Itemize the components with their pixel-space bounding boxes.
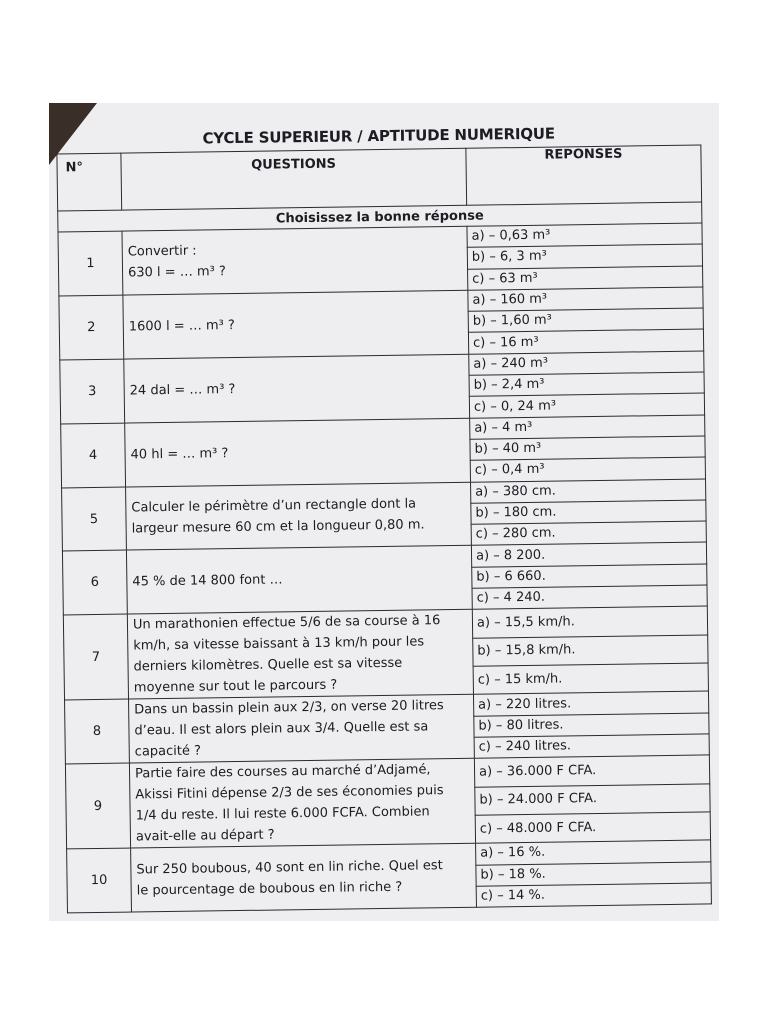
question-number: 4 <box>61 423 126 488</box>
question-line: derniers kilomètres. Quelle est sa vitesse <box>133 656 403 675</box>
question-line: Calculer le périmètre d’un rectangle dont la <box>131 496 417 516</box>
question-line: moyenne sur tout le parcours ? <box>133 677 338 696</box>
question-line: 45 % de 14 800 font … <box>132 572 283 590</box>
question-line: d’eau. Il est alors plein aux 3/4. Quelle est sa <box>134 719 429 739</box>
question-text <box>126 546 472 615</box>
question-text <box>122 226 468 295</box>
answer-option: a) – 160 m³ <box>468 287 703 312</box>
answer-option: c) – 4 240. <box>472 585 707 610</box>
answer-option: b) – 6, 3 m³ <box>467 244 702 269</box>
answer-option: b) – 1,60 m³ <box>468 308 703 333</box>
question-text <box>126 482 472 551</box>
photographed-sheet <box>49 103 719 921</box>
answer-option: c) – 63 m³ <box>468 266 703 291</box>
answer-option: a) – 220 litres. <box>473 691 708 716</box>
answer-option: b) – 24.000 F CFA. <box>475 784 710 816</box>
question-text <box>131 844 477 913</box>
question-line: Dans un bassin plein aux 2/3, on verse 20 litres <box>134 698 444 718</box>
question-number: 1 <box>58 231 123 296</box>
answer-option: a) – 380 cm. <box>471 479 706 504</box>
question-line: Un marathonien effectue 5/6 de sa course à 16 <box>132 613 441 633</box>
answer-option: c) – 240 litres. <box>474 734 709 759</box>
question-line: Sur 250 boubous, 40 sont en lin riche. Quel est <box>136 857 443 878</box>
question-number: 10 <box>67 848 132 913</box>
question-line: le pourcentage de boubous en lin riche ? <box>136 879 403 899</box>
question-line: capacité ? <box>134 743 202 760</box>
question-line: 1600 l = … m³ ? <box>128 317 235 335</box>
answer-option: c) – 15 km/h. <box>473 663 708 695</box>
answer-option: a) – 16 %. <box>476 840 711 865</box>
question-line: largeur mesure 60 cm et la longueur 0,80 m. <box>131 517 425 537</box>
question-line: 630 l = … m³ ? <box>127 264 226 281</box>
question-number: 6 <box>62 551 127 616</box>
question-text <box>123 290 469 359</box>
questions-table <box>56 144 712 913</box>
answer-option: a) – 0,63 m³ <box>467 223 702 248</box>
question-number: 8 <box>65 699 130 764</box>
document-title: CYCLE SUPERIEUR / APTITUDE NUMERIQUE <box>202 124 555 148</box>
question-line: avait-elle au départ ? <box>135 827 275 845</box>
question-line: Partie faire des courses au marché d’Adjamé, <box>134 762 431 782</box>
answer-option: c) – 14 %. <box>476 883 711 908</box>
answer-option: c) – 16 m³ <box>468 329 703 354</box>
question-text <box>129 759 475 849</box>
question-line: km/h, sa vitesse baissant à 13 km/h pour les <box>133 634 425 654</box>
header-number: N° <box>57 153 122 211</box>
answer-option: c) – 0, 24 m³ <box>469 393 704 418</box>
answer-option: a) – 240 m³ <box>469 351 704 376</box>
section-instruction: Choisissez la bonne réponse <box>58 202 702 232</box>
header-questions: QUESTIONS <box>121 148 467 210</box>
exam-sheet <box>56 118 712 913</box>
header-row <box>57 145 702 211</box>
question-text <box>129 695 475 764</box>
question-number: 5 <box>62 487 127 552</box>
answer-option: b) – 40 m³ <box>470 436 705 461</box>
answer-option: b) – 6 660. <box>472 564 707 589</box>
answer-option: a) – 4 m³ <box>470 415 705 440</box>
answer-option: c) – 0,4 m³ <box>470 457 705 482</box>
answer-option: c) – 48.000 F CFA. <box>475 812 710 844</box>
question-number: 7 <box>63 614 128 700</box>
answer-option: a) – 36.000 F CFA. <box>474 755 709 787</box>
question-line: Akissi Fitini dépense 2/3 de ses économies puis <box>135 783 444 803</box>
header-answers: REPONSES <box>466 145 702 205</box>
questions-body <box>58 223 711 913</box>
question-line: 24 dal = … m³ ? <box>129 381 236 399</box>
answer-option: b) – 2,4 m³ <box>469 372 704 397</box>
question-line: 1/4 du reste. Il lui reste 6.000 FCFA. Combien <box>135 804 430 824</box>
question-text <box>125 418 471 487</box>
answer-option: c) – 280 cm. <box>471 521 706 546</box>
answer-option: b) – 180 cm. <box>471 500 706 525</box>
question-number: 9 <box>65 763 130 849</box>
question-text <box>124 354 470 423</box>
question-line: 40 hl = … m³ ? <box>130 445 229 463</box>
answer-option: b) – 80 litres. <box>474 713 709 738</box>
question-text <box>127 610 473 700</box>
answer-option: a) – 15,5 km/h. <box>472 606 707 638</box>
answer-option: b) – 18 %. <box>476 862 711 887</box>
question-number: 3 <box>60 359 125 424</box>
question-number: 2 <box>59 295 124 360</box>
answer-option: b) – 15,8 km/h. <box>473 635 708 667</box>
question-line: Convertir : <box>127 243 197 260</box>
answer-option: a) – 8 200. <box>471 542 706 567</box>
